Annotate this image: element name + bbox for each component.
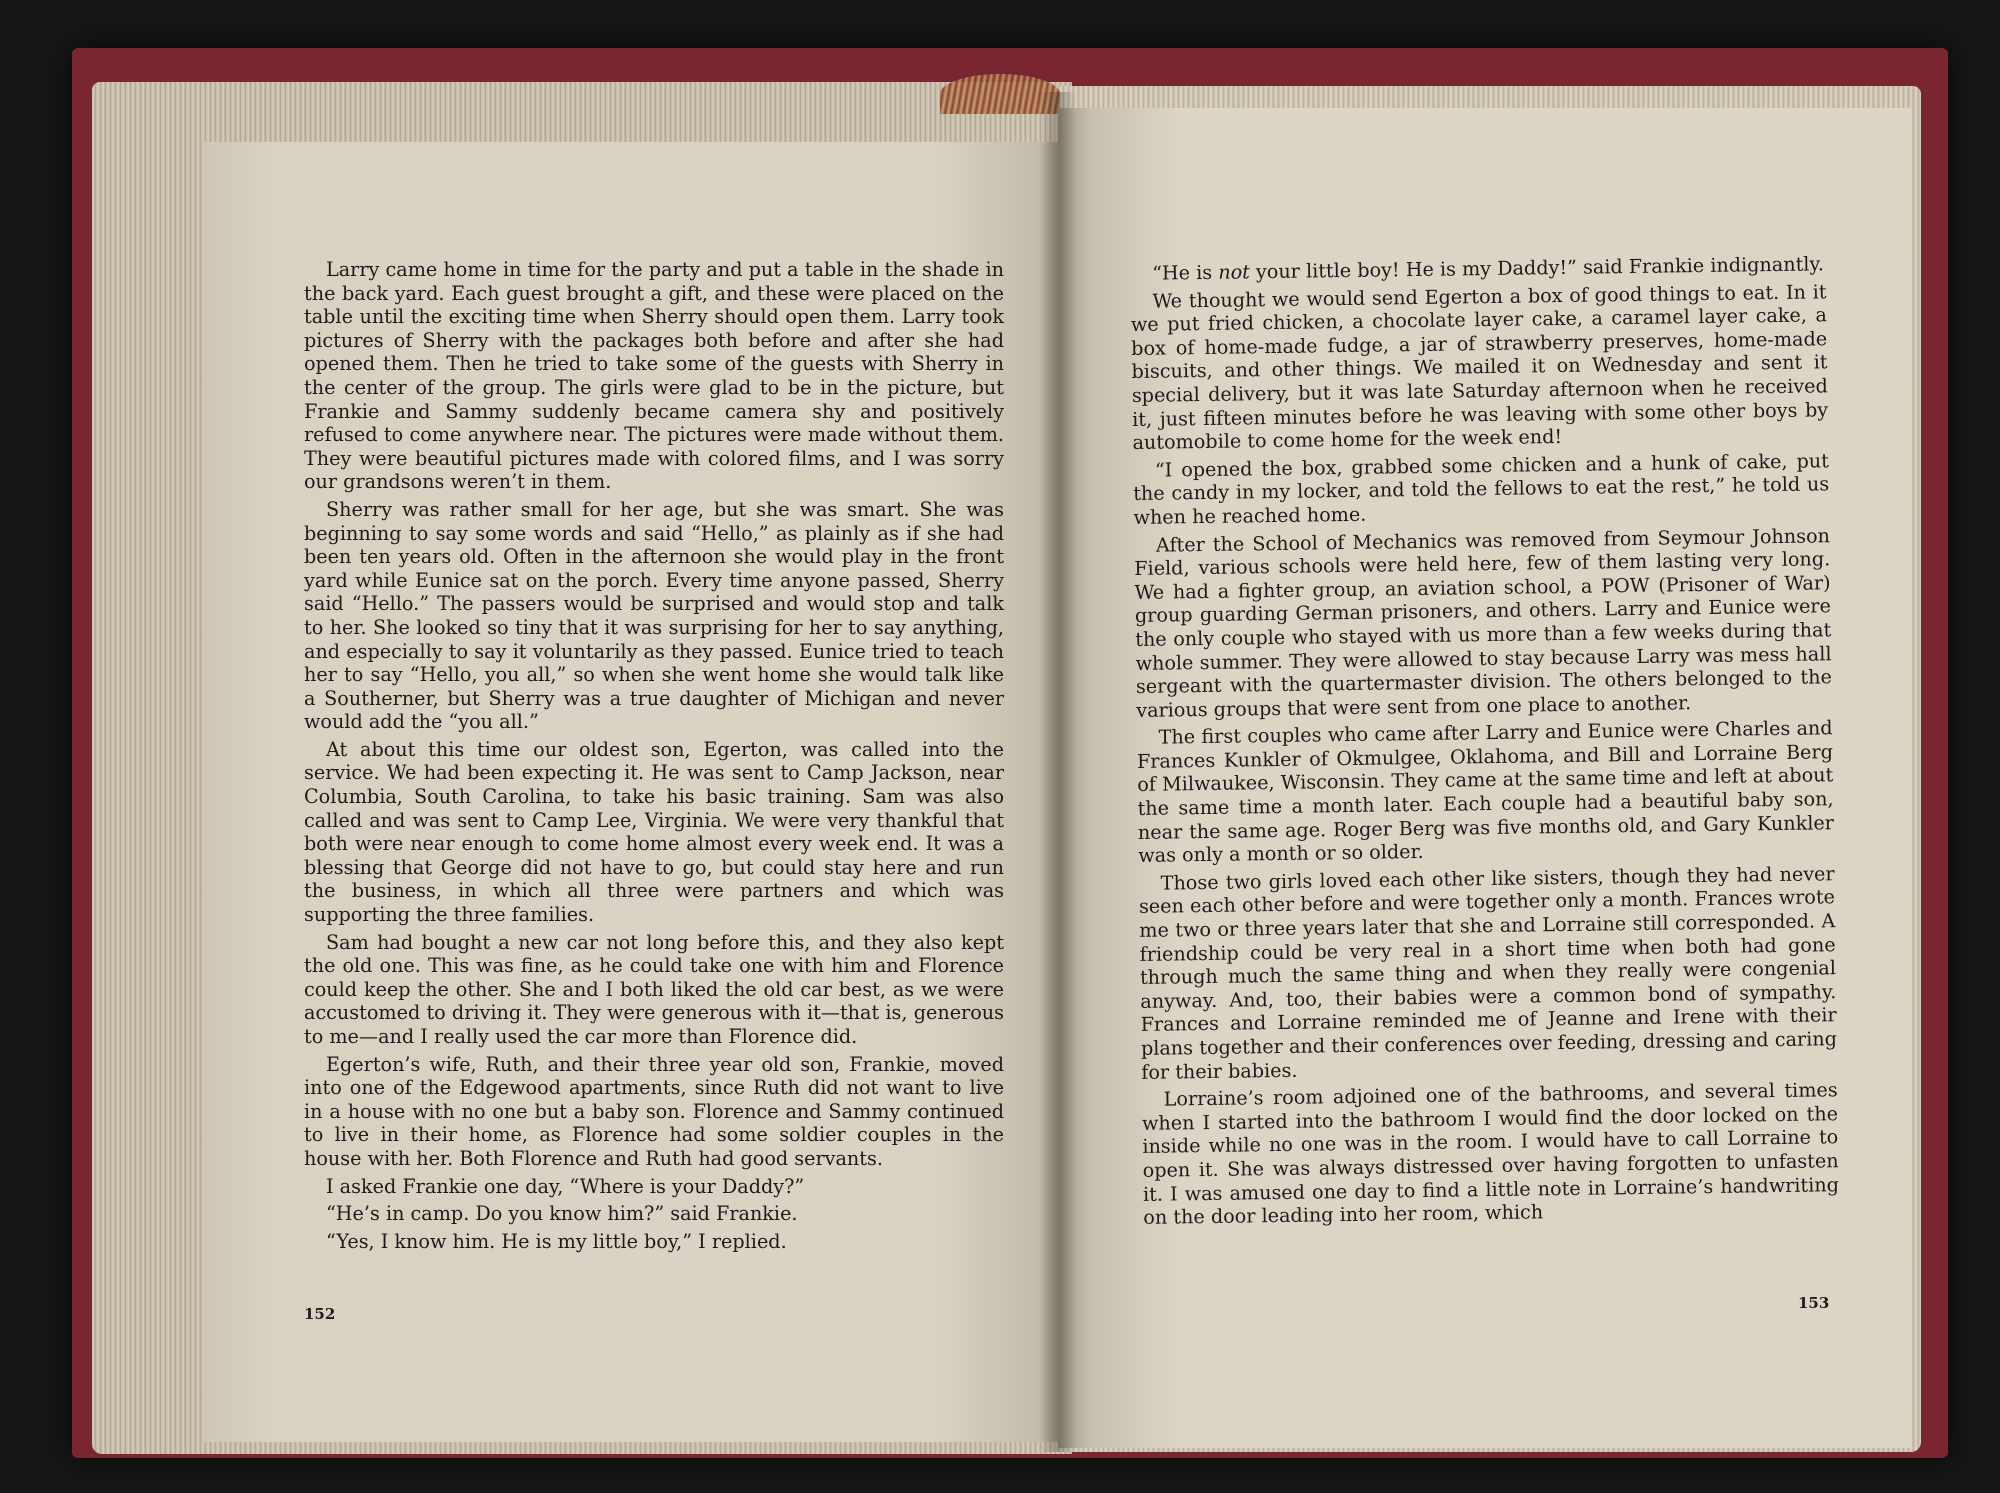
text-run: “He is <box>1151 260 1219 285</box>
paragraph: I asked Frankie one day, “Where is your Daddy?” <box>326 1174 805 1198</box>
paragraph: Lorraine’s room adjoined one of the bathrooms, and several times when I started into the bathroom I would find the door locked on the inside while no one was in the room. I would have to call Lorraine to open it. She was always distressed over having forgotten to unfasten it. I was amused one day to find a little note in Lorraine’s handwriting on the door leading into her room, which <box>1141 1078 1840 1230</box>
paragraph: We thought we would send Egerton a box of good things to eat. In it we put fried chicken, a chocolate layer cake, a caramel layer cake, a box of home-made fudge, a jar of strawberry preserves, home-made biscuits, and other things. We mailed it on Wednesday and sent it special delivery, but it was late Saturday afternoon when he received it, just fifteen minutes before he was leaving with some other boys by automobile to come home for the week end! <box>1130 279 1829 455</box>
paragraph: Sherry was rather small for her age, but she was smart. She was beginning to say some words and said “Hello,” as plainly as if she had been ten years old. Often in the afternoon she would play in the front yard while Eunice sat on the porch. Every time anyone passed, Sherry said “Hello.” The passers would be surprised and would stop and talk to her. She looked so tiny that it was surprising for her to say anything, and especially to say it voluntarily as they passed. Eunice tried to teach her to say “Hello, you all,” so when she went home she would talk like a Southerner, but Sherry was a true daughter of Michigan and never would add the “you all.” <box>304 497 1004 734</box>
paragraph: At about this time our oldest son, Egerton, was called into the service. We had been expecting it. He was sent to Camp Jackson, near Columbia, South Carolina, to take his basic training. Sam was also called and was sent to Camp Lee, Virginia. We were very thankful that both were near enough to come home almost every week end. It was a blessing that George did not have to go, but could stay here and run the business, in which all three were partners and which was supporting the three families. <box>304 737 1004 927</box>
text-run: your little boy! He is my Daddy!” said Frankie indignantly. <box>1249 252 1825 284</box>
paragraph: “He’s in camp. Do you know him?” said Frankie. <box>326 1202 798 1226</box>
paragraph: “Yes, I know him. He is my little boy,” I replied. <box>326 1229 787 1253</box>
paragraph: Those two girls loved each other like sisters, though they had never seen each other before and were together only a month. Frances wrote me two or three years later that she and Lorraine still corresponded. A friendship could be very real in a short time when both had gone through much the same thing and when they really were congenial anyway. And, too, their babies were a common bond of sympathy. Frances and Lorraine reminded me of Jeanne and Irene with their plans together and their conferences over feeding, dressing and caring for their babies. <box>1138 862 1838 1084</box>
emphasis: not <box>1218 260 1251 284</box>
paragraph: Egerton’s wife, Ruth, and their three year old son, Frankie, moved into one of the Edgewood apartments, since Ruth did not want to live in a house with no one but a baby son. Florence and Sammy continued to live in their home, as Florence had some soldier couples in the house with her. Both Florence and Ruth had good servants. <box>304 1052 1004 1170</box>
book-gutter <box>1040 92 1076 1452</box>
paragraph: Sam had bought a new car not long before this, and they also kept the old one. This was fine, as he could take one with him and Florence could keep the other. She and I both liked the old car best, as we were accustomed to driving it. They were generous with it—that is, generous to me—and I really used the car more than Florence did. <box>304 930 1004 1048</box>
right-page-text <box>1130 252 1839 1233</box>
paragraph: The first couples who came after Larry and Eunice were Charles and Frances Kunkler of Okmulgee, Oklahoma, and Bill and Lorraine Berg of Milwaukee, Wisconsin. They came at the same time and left at about the same time a month later. Each couple had a beautiful baby son, near the same age. Roger Berg was five months old, and Gary Kunkler was only a month or so older. <box>1136 716 1835 868</box>
left-page-text <box>304 258 1004 1257</box>
paragraph: Larry came home in time for the party and put a table in the shade in the back yard. Each guest brought a gift, and these were placed on the table until the exciting time when Sherry should open them. Larry took pictures of Sherry with the packages both before and after she had opened them. Then he tried to take some of the guests with Sherry in the center of the group. The girls were glad to be in the picture, but Frankie and Sammy suddenly became camera shy and positively refused to come anywhere near. The pictures were made without them. They were beautiful pictures made with colored films, and I was sorry our grandsons weren’t in them. <box>304 258 1004 494</box>
paragraph: “I opened the box, grabbed some chicken and a hunk of cake, put the candy in my locker, and told the fellows to eat the rest,” he told us when he reached home. <box>1133 449 1830 529</box>
page-number-right: 153 <box>1798 1294 1830 1312</box>
paragraph: After the School of Mechanics was removed from Seymour Johnson Field, various schools were held here, few of them lasting very long. We had a fighter group, an aviation school, a POW (Prisoner of War) group guarding German prisoners, and others. Larry and Eunice were the only couple who stayed with us more than a few weeks during that whole summer. They were allowed to stay because Larry was mess hall sergeant with the quartermaster division. The others belonged to the various groups that were sent from one place to another. <box>1134 523 1833 722</box>
page-number-left: 152 <box>304 1305 336 1323</box>
